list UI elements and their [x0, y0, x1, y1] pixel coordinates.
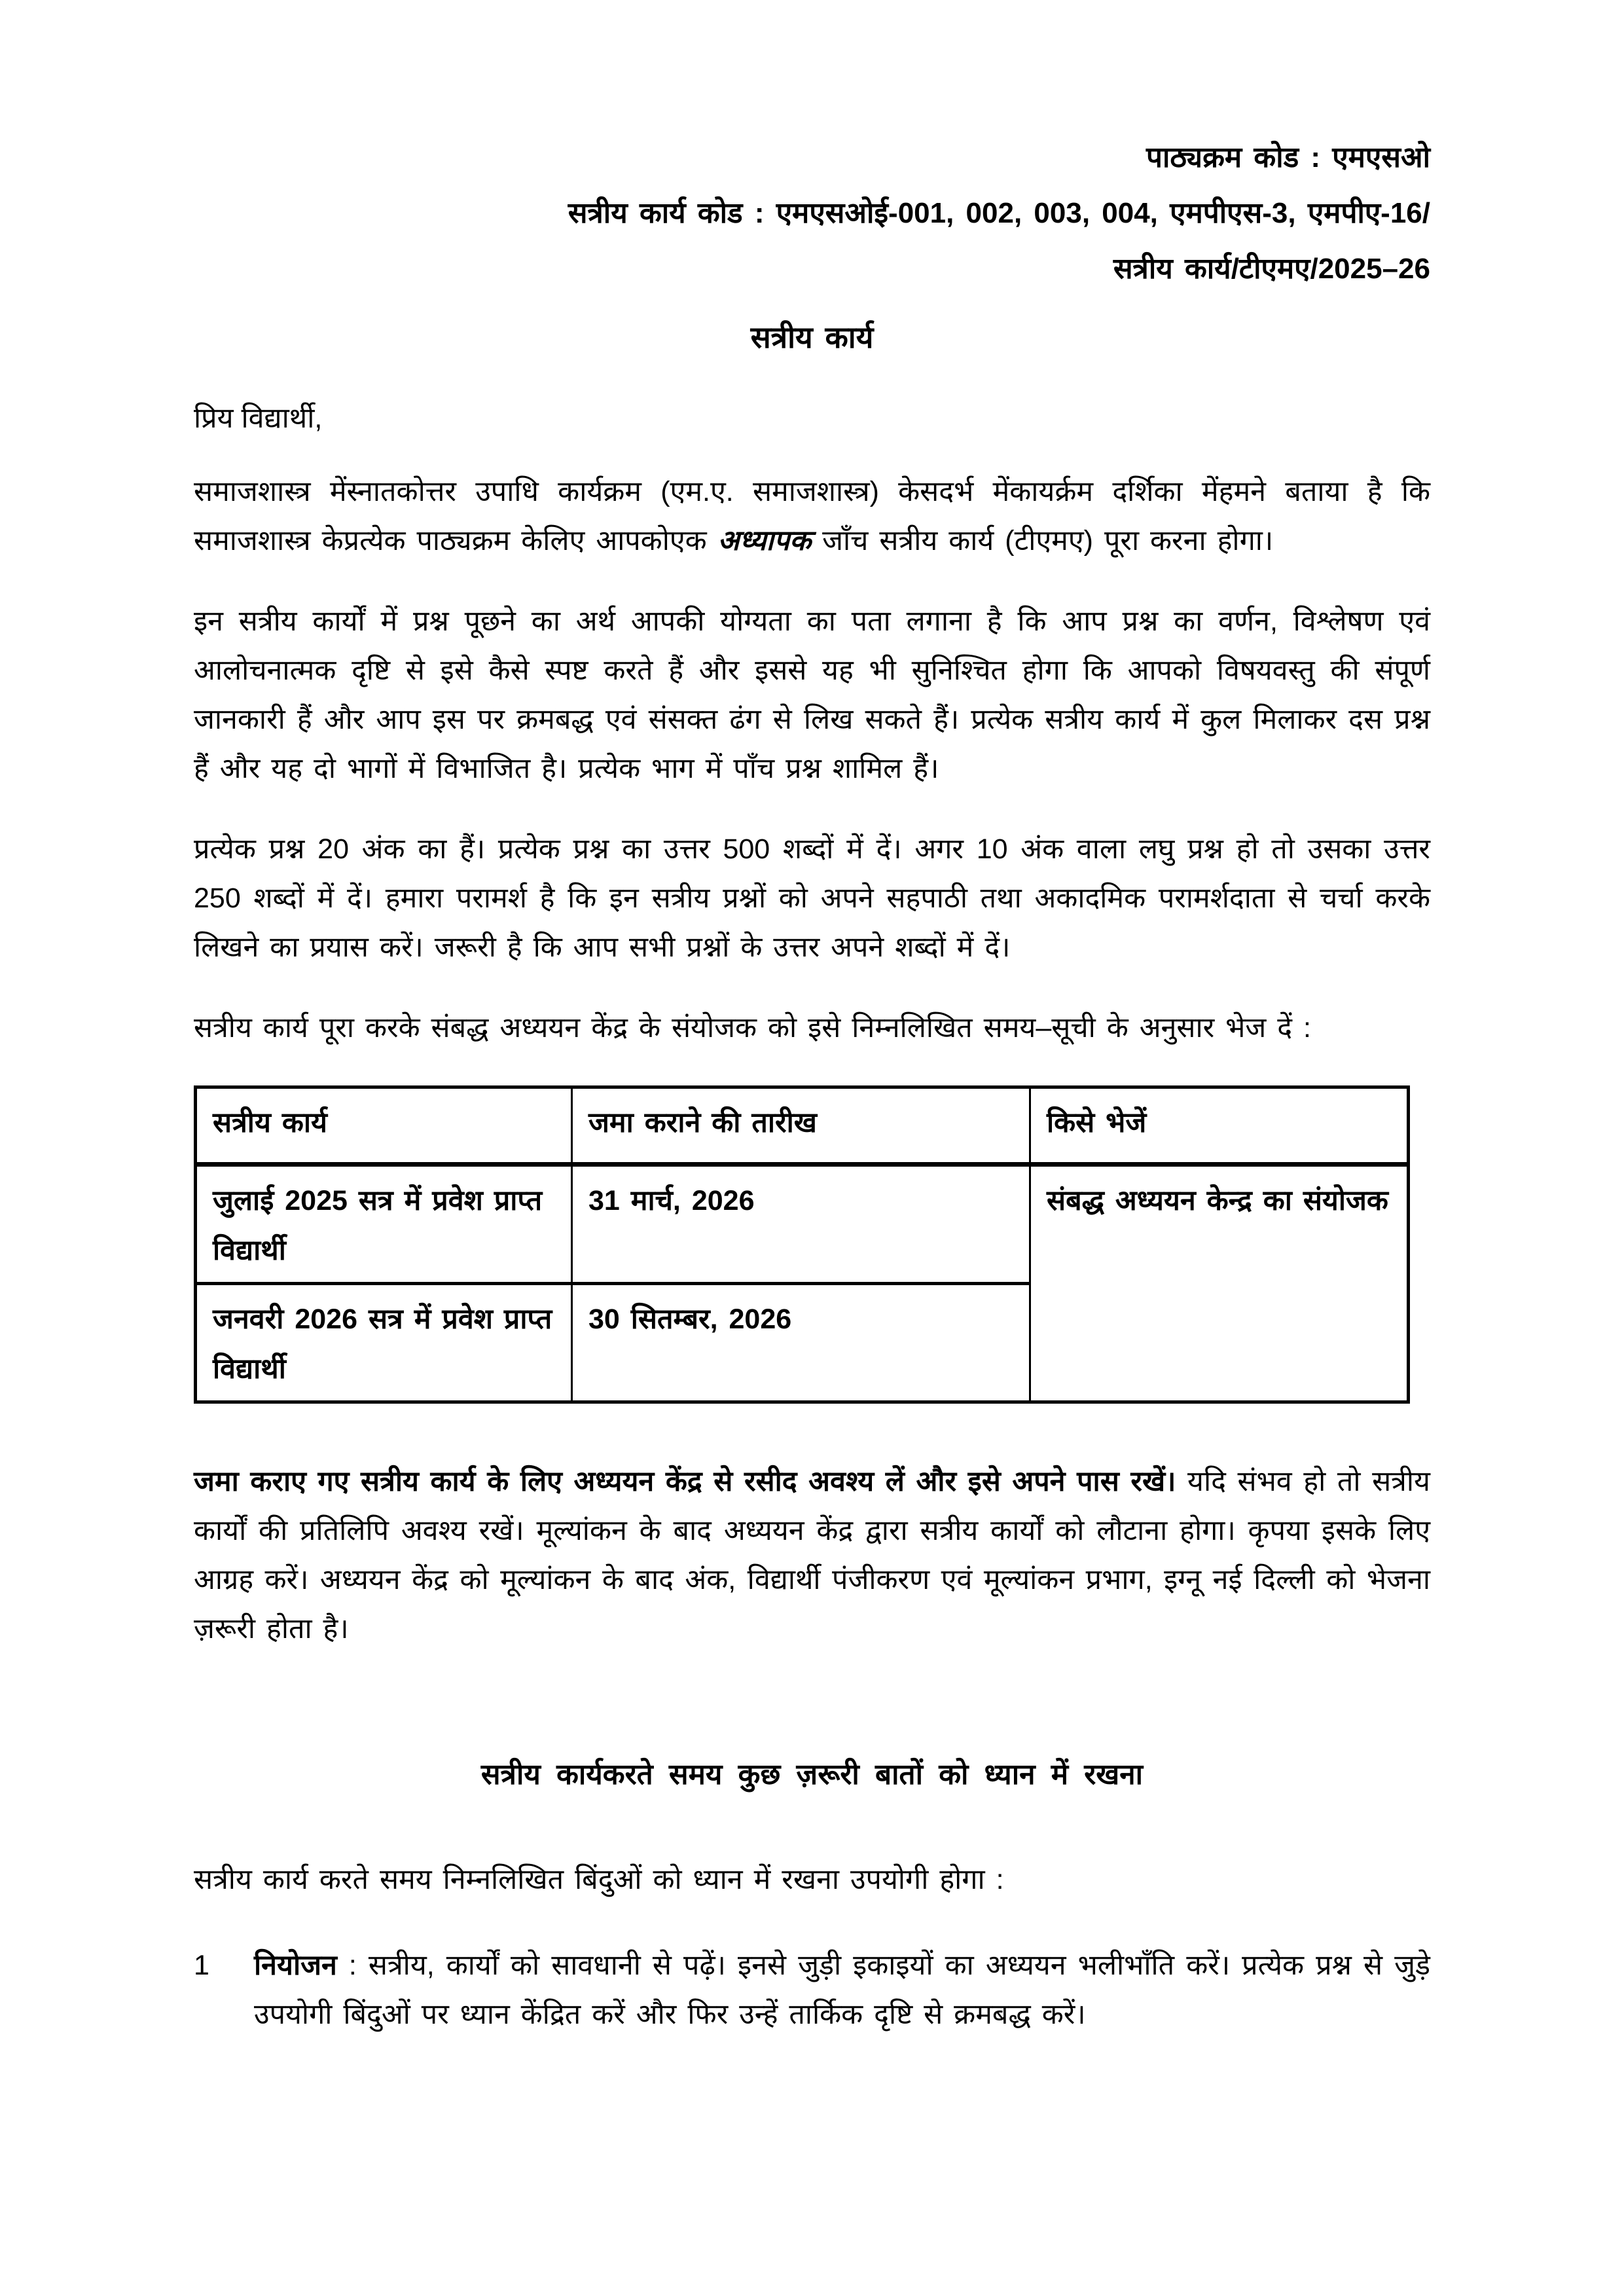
cell-session-january-2026: जनवरी 2026 सत्र में प्रवेश प्राप्त विद्यार्थी: [196, 1284, 572, 1402]
paragraph-program-intro: [194, 467, 1430, 566]
points-list: [194, 1941, 1430, 2039]
submission-schedule-table: [194, 1085, 1410, 1404]
list-item-term: नियोजन: [254, 1950, 337, 1981]
header-course-code: पाठ्यक्रम कोड : एमएसओ: [1146, 141, 1430, 173]
paragraph-program-intro-tail: जाँच सत्रीय कार्य (टीएमए) पूरा करना होगा।: [811, 525, 1274, 556]
cell-session-july-2025: जुलाई 2025 सत्र में प्रवेश प्राप्त विद्यार्थी: [196, 1165, 572, 1284]
table-header-row: [196, 1087, 1409, 1165]
list-item-planning: [194, 1941, 1430, 2039]
paragraph-marks-wordlimit: प्रत्येक प्रश्न 20 अंक का हैं। प्रत्येक प्रश्न का उत्तर 500 शब्दों में दें। अगर 10 अंक वाला लघु प्रश्न हो तो उसका उत्तर 250 शब्दों में दें। हमारा परामर्श है कि इन सत्रीय प्रश्नों को अपने सहपाठी तथा अकादमिक परामर्शदाता से चर्चा करके लिखने का प्रयास करें। जरूरी है कि आप सभी प्रश्नों के उत्तर अपने शब्दों में दें।: [194, 833, 1430, 963]
paragraph-schedule-intro: सत्रीय कार्य पूरा करके संबद्ध अध्ययन केंद्र के संयोजक को इसे निम्नलिखित समय–सूची के अनुसार भेज दें :: [194, 1012, 1311, 1044]
paragraph-program-intro-text: समाजशास्त्र मेंस्नातकोत्तर उपाधि कार्यक्रम (एम.ए. समाजशास्त्र) केसदर्भ मेंकायर्क्रम दर्शिका मेंहमने बताया है कि समाजशास्त्र केप्रत्येक पाठ्यक्रम केलिए आपकोएक: [194, 476, 1430, 556]
section-intro: सत्रीय कार्य करते समय निम्नलिखित बिंदुओं को ध्यान में रखना उपयोगी होगा :: [194, 1864, 1004, 1895]
list-item-body: [254, 1941, 1430, 2039]
cell-due-date-september-2026: 30 सितम्बर, 2026: [572, 1284, 1030, 1402]
paragraph-receipt-instruction: [194, 1457, 1430, 1654]
emphasis-teacher-word: अध्यापक: [717, 525, 812, 556]
section-heading-important-points: सत्रीय कार्यकरते समय कुछ ज़रूरी बातों को ध्यान में रखना: [480, 1758, 1144, 1791]
column-header-send-to: किसे भेजें: [1030, 1087, 1409, 1165]
page-title: सत्रीय कार्य: [750, 320, 874, 354]
salutation: प्रिय विद्यार्थी,: [194, 403, 323, 434]
document-header: [194, 130, 1430, 297]
table-row: [196, 1165, 1409, 1284]
column-header-assignment: सत्रीय कार्य: [196, 1087, 572, 1165]
list-item-text: : सत्रीय, कार्यों को सावधानी से पढ़ें। इनसे जुड़ी इकाइयों का अध्ययन भलीभाँति करें। प्रत्येक प्रश्न से जुड़े उपयोगी बिंदुओं पर ध्यान केंद्रित करें और फिर उन्हें तार्किक दृष्टि से क्रमबद्ध करें।: [254, 1950, 1430, 2030]
cell-due-date-march-2026: 31 मार्च, 2026: [572, 1165, 1030, 1284]
header-assignment-code: सत्रीय कार्य कोड : एमएसओई-001, 002, 003, 004, एमपीएस-3, एमपीए-16/: [568, 197, 1430, 229]
receipt-instruction-rest: यदि संभव हो तो सत्रीय कार्यों की प्रतिलिपि अवश्य रखें। मूल्यांकन के बाद अध्ययन केंद्र द्वारा सत्रीय कार्यों को लौटाना होगा। कृपया इसके लिए आग्रह करें। अध्ययन केंद्र को मूल्यांकन के बाद अंक, विद्यार्थी पंजीकरण एवं मूल्यांकन प्रभाग, इग्नू नई दिल्ली को भेजना ज़रूरी होता है।: [194, 1466, 1430, 1645]
paragraph-assignment-purpose: इन सत्रीय कार्यों में प्रश्न पूछने का अर्थ आपकी योग्यता का पता लगाना है कि आप प्रश्न का वर्णन, विश्लेषण एवं आलोचनात्मक दृष्टि से इसे कैसे स्पष्ट करते हैं और इससे यह भी सुनिश्चित होगा कि आपको विषयवस्तु की संपूर्ण जानकारी हैं और आप इस पर क्रमबद्ध एवं संसक्त ढंग से लिख सकते हैं। प्रत्येक सत्रीय कार्य में कुल मिलाकर दस प्रश्न हैं और यह दो भागों में विभाजित है। प्रत्येक भाग में पाँच प्रश्न शामिल हैं।: [194, 606, 1430, 784]
list-item-number: 1: [194, 1950, 209, 1981]
header-session-code: सत्रीय कार्य/टीएमए/2025–26: [1113, 253, 1430, 285]
receipt-instruction-bold: जमा कराए गए सत्रीय कार्य के लिए अध्ययन केंद्र से रसीद अवश्य लें और इसे अपने पास रखें।: [194, 1466, 1176, 1497]
column-header-due-date: जमा कराने की तारीख: [572, 1087, 1030, 1165]
cell-send-to-coordinator: संबद्ध अध्ययन केन्द्र का संयोजक: [1030, 1165, 1409, 1402]
